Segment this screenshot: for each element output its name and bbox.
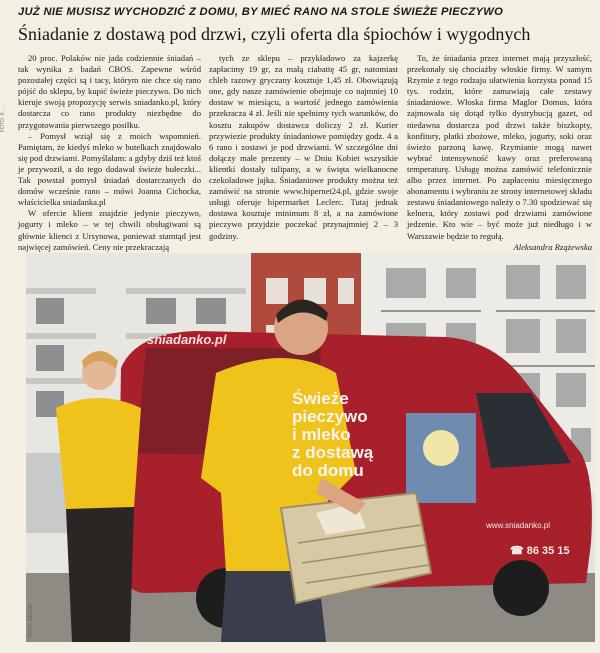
article-column-1: [18, 53, 201, 253]
paragraph: 20 proc. Polaków nie jada codziennie śniadań – tak wynika z badań CBOS. Zapewne wśród pozostałej części są i tacy, którym nie chce się rano pójść do sklepu, by kupić świeże pieczywo. Do nich kieruje swoją propozycję serwis sniadanko.pl, który dostarcza co rano produkty niezbędne do przygotowania pierwszego posiłku.: [18, 53, 201, 130]
van-slogan: [292, 390, 410, 480]
author-byline: Aleksandra Rzążewska: [513, 241, 592, 252]
slogan-line: Świeże: [292, 389, 349, 408]
side-photo-credit: FOTO: K. ...: [0, 105, 6, 132]
photo-credit: FOTO: GELSKI: [28, 603, 34, 638]
article-column-3: [407, 53, 592, 253]
slogan-line: z dostawą: [292, 443, 374, 462]
van-front-wheel: [493, 560, 549, 616]
article-kicker: JUŻ NIE MUSISZ WYCHODZIĆ Z DOMU, BY MIEĆ RANO NA STOLE ŚWIEŻE PIECZYWO: [18, 6, 504, 18]
article-photo: [26, 253, 595, 642]
sun-icon: [423, 430, 459, 466]
slogan-line: do domu: [292, 461, 364, 480]
paragraph: To, że śniadania przez internet mają przyszłość, przekonały się chociażby włoskie firmy. W samym Rzymie z tego rodzaju ułatwienia korzysta ponad 15 tys. rodzin, które zamawiają całe zestawy śniadaniowe. Włoska firma Maglor Domus, która zajmowała się dotąd tylko dystrybucją gazet, od niedawna dostarcza pod drzwi także biszkopty, konfitury, płatki zbożowe, mleko, jogurty, soki oraz świeżo parzoną kawę. Rzymianie mogą nawet wybrać intensywność kawy oraz preferowaną temperaturę. Usługę można zamówić telefonicznie albo przez internet. Po zapłaceniu miesięcznego abonamentu i wybraniu ze strony internetowej składu zestawu śniadaniowego należy o 7.30 spodziewać się kelnera, który zostawi pod drzwiami zamówione jedzenie. Kto wie – być może już niedługo i w Warszawie będzie to regułą.: [407, 53, 592, 241]
paragraph: tych ze sklepu – przykładowo za kajzerkę zapłacimy 19 gr, za małą ciabattę 45 gr, natomiast chleb razowy gryczany kosztuje 1,45 zł. Obowiązują one, gdy nasze zamówienie obejmuje co najmniej 10 dostaw w miesiącu, a wartość jednego zamówienia przekracza 4 zł. Jeśli nie spełnimy tych warunków, do kosztu zakupów dostawca doliczy 2 zł. Kurier przywiezie produkty śniadaniowe pomiędzy godz. 4 a 6 rano i zostawi je pod drzwiami. W szczególne dni dołączy małe prezenty – w Dniu Kobiet wszystkie klientki dostały tulipany, a w święta wielkanocne czekoladowe jajka. Śniadaniowe produkty można też zamówić na stronie www.hipernet24.pl, gdzie swoje usługi oferuje hipermarket Leclerc. Tutaj jednak dostawa kosztuje minimum 8 zł, a na zamówione pieczywo przyjdzie poczekać przynajmniej 2 – 3 godziny.: [209, 53, 398, 241]
paragraph: – Pomysł wziął się z moich wspomnień. Pamiętam, że kiedyś mleko w butelkach znajdowało się pod drzwiami. Pomyślałam: a gdyby dziś też ktoś je przywoził, a do tego dodawał świeże bułeczki... Tak powstał pomysł śniadań dostarczanych do domów wcześnie rano – mówi Joanna Cichocka, właścicielka sniadanka.pl: [18, 130, 201, 208]
van-website: www.sniadanko.pl: [486, 521, 551, 530]
article-column-2: [209, 53, 398, 242]
paragraph: W ofercie klient znajdzie jedynie pieczywo, jogurty i mleko – w tej chwili obsługiwani są głównie klienci z Ursynowa, ponieważ stamtąd jest najwięcej zamówień. Ceny nie przekraczają: [18, 208, 201, 252]
van-phone: ☎ 86 35 15: [510, 545, 570, 557]
woman-tshirt: [56, 398, 141, 511]
van-logo-text: sniadanko.pl: [147, 332, 227, 347]
article-headline: Śniadanie z dostawą pod drzwi, czyli oferta dla śpiochów i wygodnych: [18, 24, 531, 44]
slogan-line: i mleko: [292, 425, 351, 444]
slogan-line: pieczywo: [292, 407, 368, 426]
woman-trousers: [66, 507, 134, 642]
